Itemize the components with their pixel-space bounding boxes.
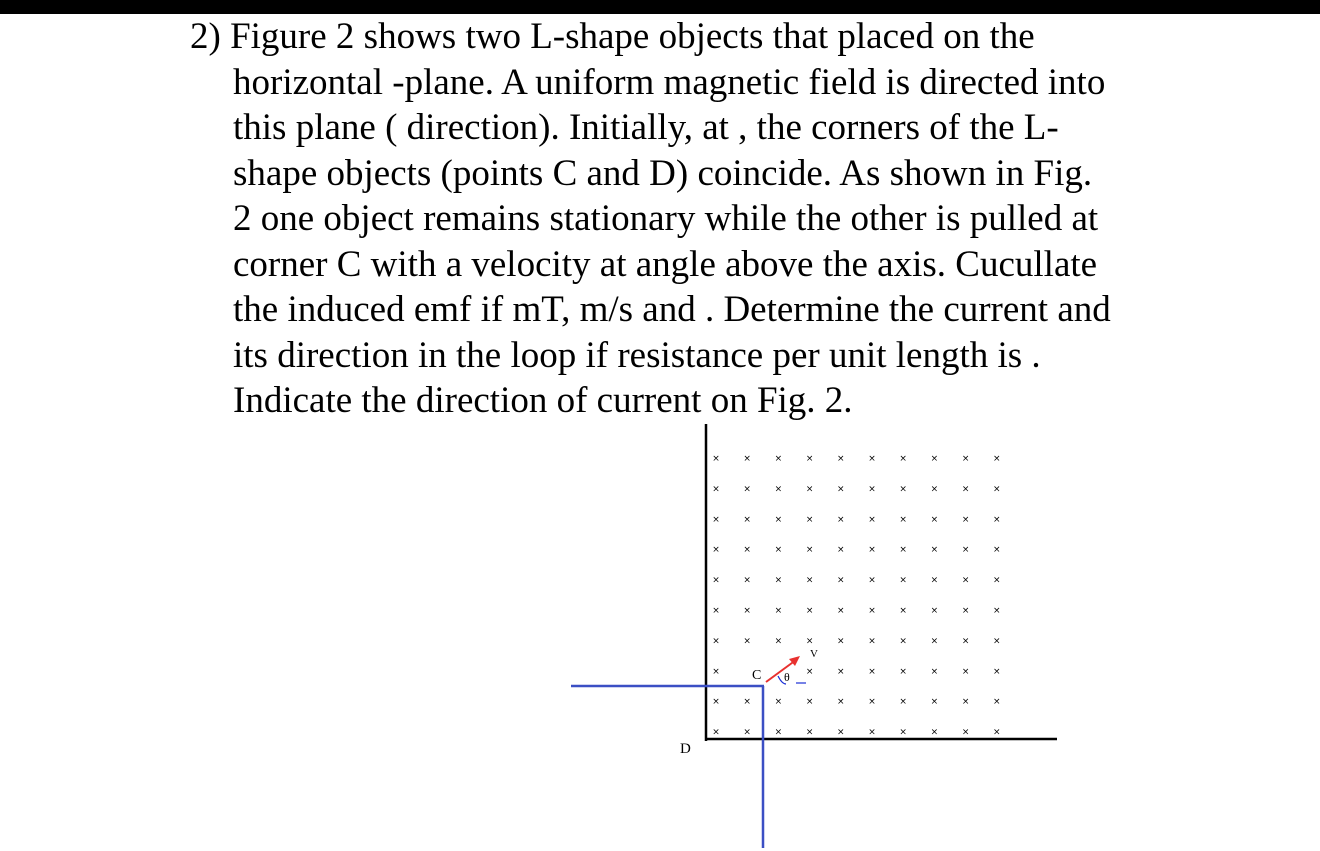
- label-d: D: [680, 741, 691, 757]
- field-cross: ×: [774, 514, 783, 525]
- field-cross: ×: [930, 514, 939, 525]
- velocity-arrow: [766, 656, 800, 682]
- field-cross: ×: [993, 454, 1001, 464]
- field-cross: ×: [774, 454, 783, 464]
- field-cross: ×: [805, 666, 814, 677]
- field-cross: ×: [805, 697, 814, 708]
- field-cross: ×: [712, 636, 720, 647]
- field-cross: ×: [961, 697, 970, 708]
- field-cross: ×: [961, 666, 970, 677]
- problem-line-7: the induced emf if mT, m/s and . Determine the current and: [233, 289, 1111, 330]
- field-cross: ×: [743, 697, 751, 708]
- problem-line-2: horizontal -plane. A uniform magnetic field is directed into: [233, 61, 1106, 103]
- field-cross: ×: [712, 484, 720, 495]
- field-cross: ×: [868, 666, 876, 677]
- field-cross: ×: [930, 606, 939, 616]
- field-cross: ×: [805, 514, 814, 525]
- field-cross: ×: [712, 606, 720, 616]
- field-cross: ×: [837, 514, 845, 525]
- field-cross: ×: [774, 545, 783, 556]
- field-cross: ×: [993, 727, 1001, 738]
- field-cross: ×: [743, 606, 751, 616]
- field-cross: ×: [899, 727, 907, 738]
- field-cross: ×: [899, 454, 907, 464]
- field-cross: ×: [868, 575, 876, 586]
- problem-line-9: Indicate the direction of current on Fig. 2.: [233, 380, 853, 421]
- magnetic-field-crosses: [712, 454, 1000, 738]
- field-cross: ×: [899, 697, 907, 708]
- field-cross: ×: [743, 545, 751, 556]
- field-cross: ×: [774, 697, 783, 708]
- field-cross: ×: [837, 484, 845, 495]
- field-cross: ×: [930, 545, 939, 556]
- field-cross: ×: [712, 697, 720, 708]
- field-cross: ×: [993, 636, 1001, 647]
- field-cross: ×: [837, 575, 845, 586]
- moving-l-object: [571, 686, 764, 848]
- field-cross: ×: [961, 636, 970, 647]
- field-cross: ×: [837, 545, 845, 556]
- field-cross: ×: [743, 484, 751, 495]
- field-cross: ×: [961, 606, 970, 616]
- field-cross: ×: [712, 727, 720, 738]
- field-cross: ×: [930, 666, 939, 677]
- field-cross: ×: [930, 636, 939, 647]
- field-cross: ×: [961, 575, 970, 586]
- field-cross: ×: [743, 454, 751, 464]
- velocity-arrow-shaft: [766, 660, 796, 682]
- field-cross: ×: [993, 514, 1001, 525]
- field-cross: ×: [743, 727, 751, 738]
- field-cross: ×: [993, 666, 1001, 677]
- field-cross: ×: [805, 545, 814, 556]
- field-cross: ×: [868, 636, 876, 647]
- field-cross: ×: [899, 636, 907, 647]
- field-cross: ×: [868, 484, 876, 495]
- problem-line-1: 2) Figure 2 shows two L-shape objects that placed on the: [190, 16, 1035, 57]
- field-cross: ×: [774, 727, 783, 738]
- problem-line-3: this plane ( direction). Initially, at , the corners of the L-: [233, 107, 1059, 148]
- field-cross: ×: [868, 454, 876, 464]
- field-cross: ×: [993, 697, 1001, 708]
- field-cross: ×: [868, 727, 876, 738]
- field-cross: ×: [961, 545, 970, 556]
- field-cross: ×: [743, 575, 751, 586]
- field-cross: ×: [837, 697, 845, 708]
- label-c: C: [752, 668, 762, 683]
- field-cross: ×: [961, 727, 970, 738]
- field-cross: ×: [837, 454, 845, 464]
- field-cross: ×: [712, 545, 720, 556]
- field-cross: ×: [930, 484, 939, 495]
- field-cross: ×: [868, 606, 876, 616]
- field-cross: ×: [805, 484, 814, 495]
- label-theta: θ: [784, 670, 790, 684]
- field-cross: ×: [712, 666, 720, 677]
- field-cross: ×: [837, 666, 845, 677]
- field-cross: ×: [899, 514, 907, 525]
- field-cross: ×: [837, 606, 845, 616]
- field-cross: ×: [837, 727, 845, 738]
- field-cross: ×: [961, 514, 970, 525]
- problem-line-5: 2 one object remains stationary while the other is pulled at: [233, 198, 1099, 239]
- field-cross: ×: [899, 484, 907, 495]
- field-cross: ×: [774, 606, 783, 616]
- field-cross: ×: [837, 636, 845, 647]
- field-cross: ×: [930, 697, 939, 708]
- angle-mark: [778, 676, 806, 684]
- problem-line-6: corner C with a velocity at angle above the axis. Cucullate: [233, 243, 1098, 285]
- field-cross: ×: [899, 606, 907, 616]
- field-cross: ×: [774, 636, 783, 647]
- field-cross: ×: [712, 454, 720, 464]
- field-cross: ×: [712, 514, 720, 525]
- field-cross: ×: [868, 697, 876, 708]
- field-cross: ×: [993, 484, 1001, 495]
- field-cross: ×: [993, 606, 1001, 616]
- field-cross: ×: [774, 484, 783, 495]
- field-cross: ×: [743, 514, 751, 525]
- problem-line-4: shape objects (points C and D) coincide. As shown in Fig.: [233, 152, 1093, 194]
- field-cross: ×: [993, 545, 1001, 556]
- field-cross: ×: [805, 575, 814, 586]
- field-cross: ×: [868, 545, 876, 556]
- field-cross: ×: [930, 454, 939, 464]
- field-cross: ×: [899, 666, 907, 677]
- field-cross: ×: [961, 484, 970, 495]
- field-cross: ×: [743, 636, 751, 647]
- field-cross: ×: [930, 575, 939, 586]
- field-cross: ×: [993, 575, 1001, 586]
- field-cross: ×: [805, 454, 814, 464]
- stationary-l-object: [706, 424, 1057, 741]
- field-cross: ×: [930, 727, 939, 738]
- field-cross: ×: [712, 575, 720, 586]
- field-cross: ×: [868, 514, 876, 525]
- field-cross: ×: [961, 454, 970, 464]
- field-cross: ×: [774, 575, 783, 586]
- field-cross: ×: [899, 575, 907, 586]
- field-cross: ×: [805, 606, 814, 616]
- field-cross: ×: [805, 636, 814, 647]
- field-cross: ×: [805, 727, 814, 738]
- field-cross: ×: [899, 545, 907, 556]
- problem-line-8: its direction in the loop if resistance per unit length is .: [233, 334, 1041, 376]
- label-v: V: [810, 648, 818, 660]
